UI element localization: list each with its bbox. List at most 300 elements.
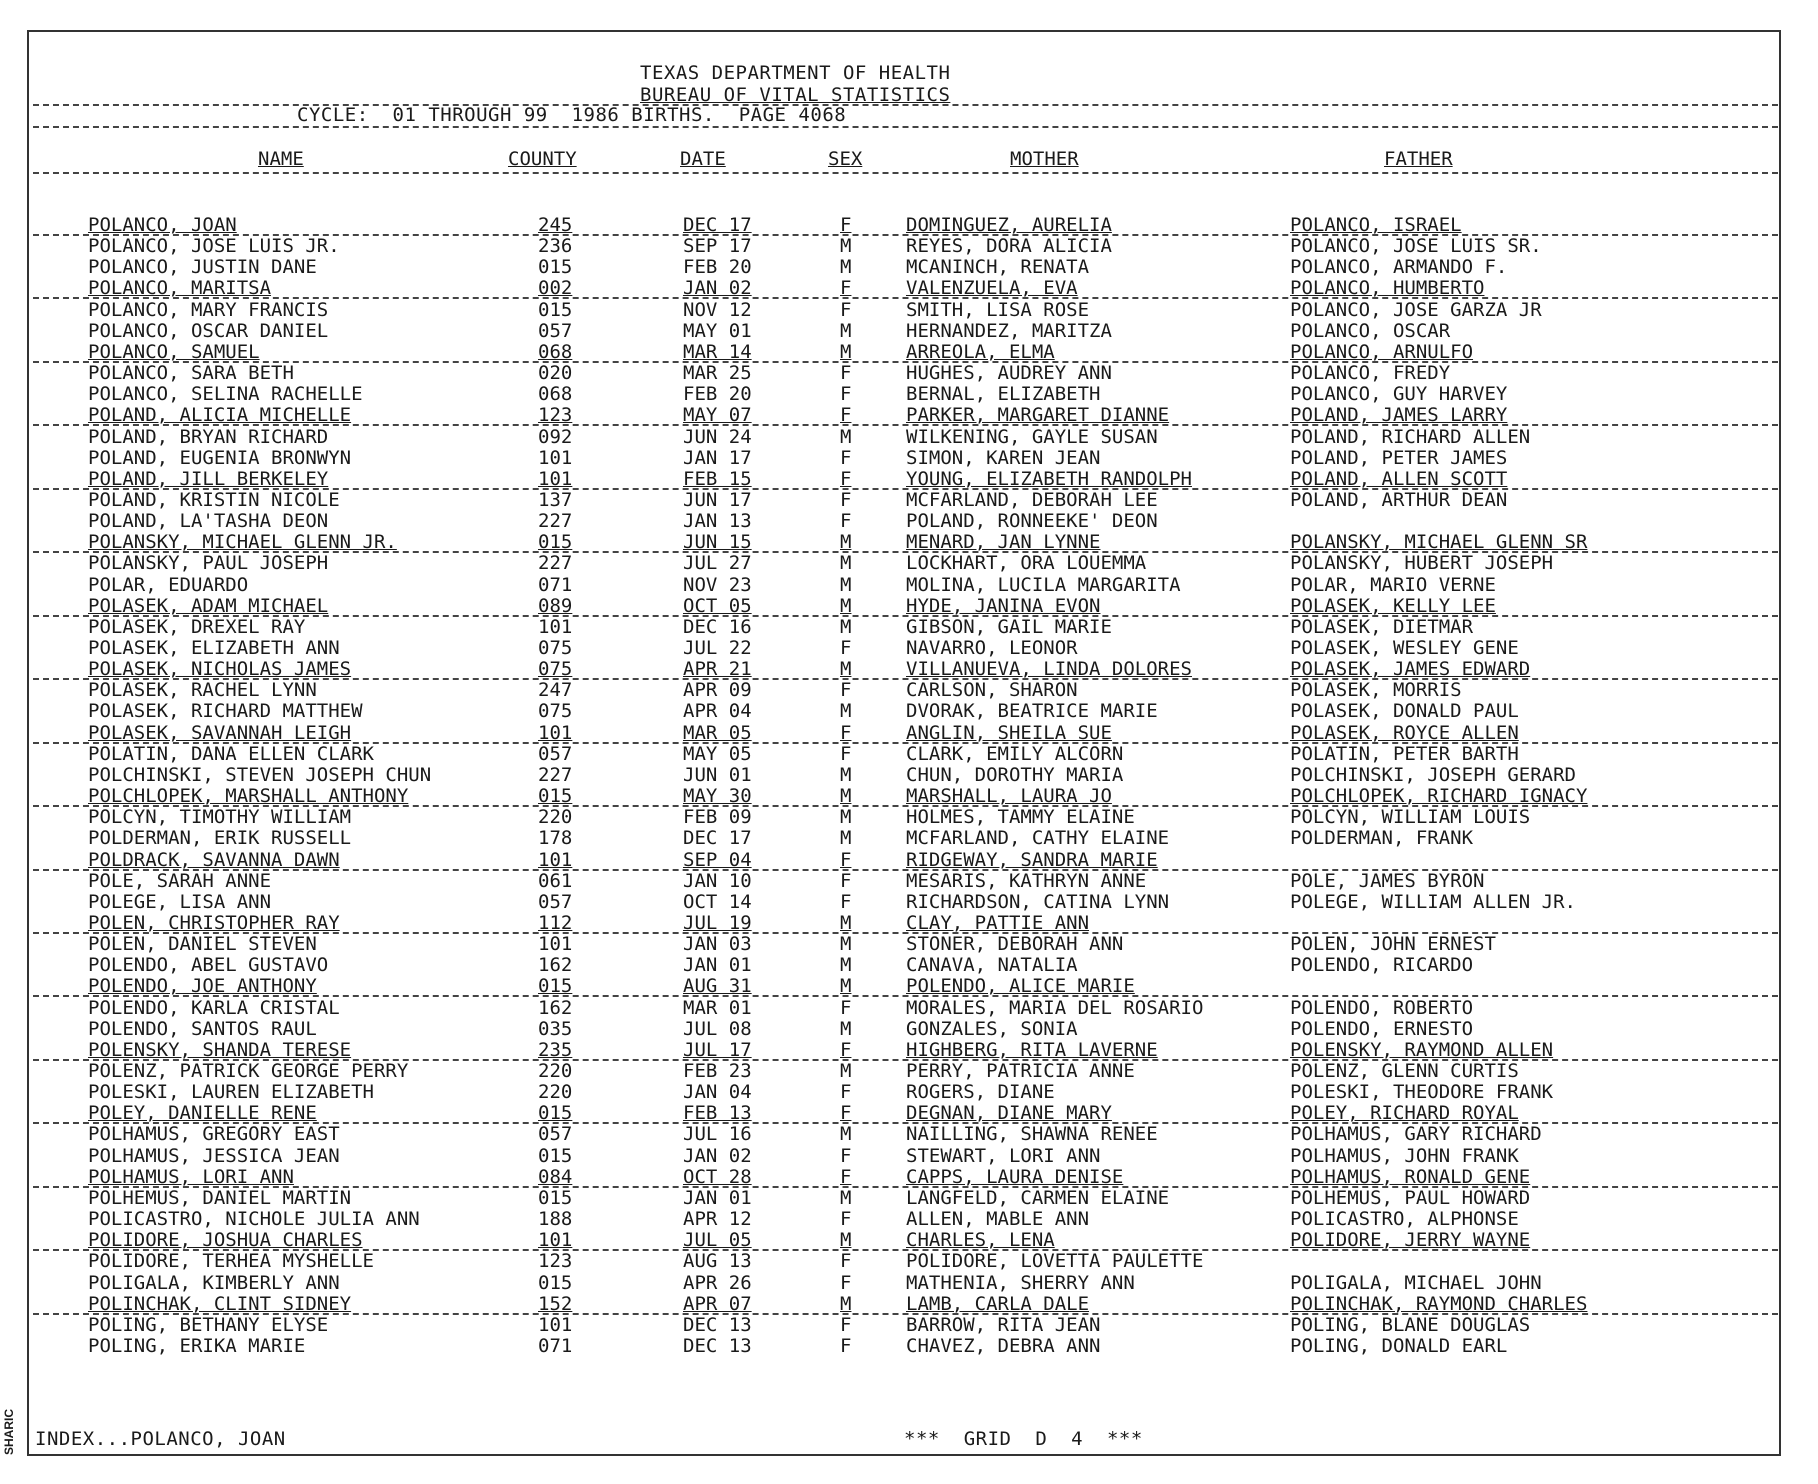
cell-mother: RIDGEWAY, SANDRA MARIE	[906, 848, 1158, 871]
cell-father: POLANCO, GUY HARVEY	[1290, 383, 1508, 406]
cell-sex: M	[840, 1292, 852, 1315]
cell-name: POLAR, EDUARDO	[88, 573, 249, 596]
cell-mother: VILLANUEVA, LINDA DOLORES	[906, 658, 1192, 681]
cell-name: POLANCO, SAMUEL	[88, 340, 260, 363]
cell-mother: PERRY, PATRICIA ANNE	[906, 1060, 1135, 1082]
table-row	[0, 321, 1818, 342]
cell-date: JAN 03	[683, 933, 752, 956]
cell-father: POLING, BLANE DOUGLAS	[1290, 1313, 1531, 1336]
cell-sex: M	[840, 1017, 852, 1040]
cell-mother: HERNANDEZ, MARITZA	[906, 319, 1112, 342]
cell-mother: RICHARDSON, CATINA LYNN	[906, 890, 1170, 913]
cell-date: SEP 04	[683, 848, 752, 871]
cell-county: 061	[538, 869, 573, 892]
cell-name: POLAND, LA'TASHA DEON	[88, 510, 329, 533]
cell-county: 101	[538, 467, 573, 490]
cell-county: 068	[538, 340, 573, 363]
cell-father: POLANSKY, MICHAEL GLENN SR	[1290, 531, 1588, 554]
col-header-mother: MOTHER	[1010, 148, 1079, 170]
cell-sex: F	[840, 1271, 852, 1294]
cell-date: JAN 02	[683, 1144, 752, 1167]
cell-father: POLENDO, ERNESTO	[1290, 1017, 1474, 1040]
cell-name: POLASEK, NICHOLAS JAMES	[88, 658, 352, 681]
cell-father: POLASEK, KELLY LEE	[1290, 594, 1496, 617]
cell-father: POLENDO, ROBERTO	[1290, 996, 1474, 1019]
cell-name: POLENDO, SANTOS RAUL	[88, 1017, 317, 1040]
cell-sex: M	[840, 235, 852, 258]
cell-mother: YOUNG, ELIZABETH RANDOLPH	[906, 467, 1192, 490]
cell-name: POLIGALA, KIMBERLY ANN	[88, 1271, 340, 1294]
cell-name: POLCYN, TIMOTHY WILLIAM	[88, 806, 352, 829]
cell-county: 002	[538, 277, 573, 300]
table-row	[0, 807, 1818, 828]
table-row	[0, 257, 1818, 278]
cell-county: 057	[538, 1123, 573, 1146]
cell-father: POLASEK, WESLEY GENE	[1290, 637, 1519, 659]
cell-sex: M	[840, 1123, 852, 1146]
cell-date: NOV 12	[683, 298, 752, 321]
table-row	[0, 469, 1818, 490]
cell-county: 015	[538, 1186, 573, 1209]
cell-father: POLENSKY, RAYMOND ALLEN	[1290, 1038, 1554, 1061]
cell-county: 057	[538, 890, 573, 913]
cell-mother: LANGFELD, CARMEN ELAINE	[906, 1186, 1170, 1209]
cell-county: 123	[538, 1250, 573, 1273]
cell-county: 101	[538, 848, 573, 871]
cell-mother: MESARIS, KATHRYN ANNE	[906, 869, 1147, 892]
cell-name: POLCHINSKI, STEVEN JOSEPH CHUN	[88, 763, 432, 786]
header-rule-1	[33, 104, 1778, 106]
cell-county: 227	[538, 552, 573, 575]
cell-county: 015	[538, 531, 573, 554]
cell-county: 162	[538, 996, 573, 1019]
cell-name: POLANCO, JOAN	[88, 214, 237, 236]
cell-mother: POLAND, RONNEEKE' DEON	[906, 510, 1158, 533]
cell-mother: ANGLIN, SHEILA SUE	[906, 721, 1112, 744]
cell-date: MAR 14	[683, 340, 752, 363]
cell-father: POLANCO, JOSE LUIS SR.	[1290, 235, 1542, 258]
cell-sex: F	[840, 848, 852, 871]
cell-sex: M	[840, 552, 852, 575]
cell-sex: F	[840, 1208, 852, 1231]
cell-date: AUG 31	[683, 975, 752, 998]
cell-name: POLAND, KRISTIN NICOLE	[88, 488, 340, 511]
cell-father: POLEGE, WILLIAM ALLEN JR.	[1290, 890, 1576, 913]
cell-mother: ROGERS, DIANE	[906, 1081, 1055, 1104]
cell-mother: MCFARLAND, DEBORAH LEE	[906, 488, 1158, 511]
cell-county: 084	[538, 1165, 573, 1188]
cell-mother: ALLEN, MABLE ANN	[906, 1208, 1090, 1231]
table-row	[0, 215, 1818, 236]
cell-name: POLANCO, MARITSA	[88, 277, 272, 300]
cell-county: 101	[538, 721, 573, 744]
cell-sex: M	[840, 785, 852, 808]
cell-sex: M	[840, 911, 852, 934]
cell-date: JAN 01	[683, 954, 752, 977]
cell-father: POLHAMUS, JOHN FRANK	[1290, 1144, 1519, 1167]
cell-father: POLAND, RICHARD ALLEN	[1290, 425, 1531, 448]
table-row	[0, 490, 1818, 511]
table-row	[0, 680, 1818, 701]
cell-mother: BERNAL, ELIZABETH	[906, 383, 1101, 406]
cell-father: POLENDO, RICARDO	[1290, 954, 1474, 977]
cell-county: 235	[538, 1038, 573, 1061]
cell-name: POLAND, ALICIA MICHELLE	[88, 404, 352, 427]
cell-father: POLASEK, JAMES EDWARD	[1290, 658, 1531, 681]
cell-county: 015	[538, 975, 573, 998]
cell-father: POLANCO, ARNULFO	[1290, 340, 1474, 363]
cell-name: POLASEK, RACHEL LYNN	[88, 679, 317, 702]
cell-father: POLATIN, PETER BARTH	[1290, 742, 1519, 765]
cell-name: POLHAMUS, GREGORY EAST	[88, 1123, 340, 1146]
cell-name: POLE, SARAH ANNE	[88, 869, 272, 892]
side-label: SHARIC	[2, 1408, 16, 1455]
cell-county: 236	[538, 235, 573, 258]
cell-father: POLEN, JOHN ERNEST	[1290, 933, 1496, 956]
cell-date: FEB 09	[683, 806, 752, 829]
cell-name: POLATIN, DANA ELLEN CLARK	[88, 742, 374, 765]
cell-date: DEC 17	[683, 214, 752, 236]
cell-father: POLENZ, GLENN CURTIS	[1290, 1060, 1519, 1082]
cell-date: MAY 07	[683, 404, 752, 427]
cell-sex: F	[840, 1334, 852, 1357]
table-row	[0, 1146, 1818, 1167]
cell-sex: F	[840, 298, 852, 321]
table-row	[0, 236, 1818, 257]
cell-date: FEB 23	[683, 1060, 752, 1082]
cell-county: 075	[538, 637, 573, 659]
cell-county: 220	[538, 1060, 573, 1082]
cell-father: POLANCO, HUMBERTO	[1290, 277, 1485, 300]
col-header-name: NAME	[258, 148, 304, 170]
cell-date: APR 07	[683, 1292, 752, 1315]
cell-county: 101	[538, 615, 573, 638]
cell-date: MAY 05	[683, 742, 752, 765]
cell-father: POLIDORE, JERRY WAYNE	[1290, 1229, 1531, 1252]
cell-county: 227	[538, 763, 573, 786]
cell-date: JUN 01	[683, 763, 752, 786]
cell-mother: POLENDO, ALICE MARIE	[906, 975, 1135, 998]
cell-father: POLANSKY, HUBERT JOSEPH	[1290, 552, 1554, 575]
table-row	[0, 575, 1818, 596]
cell-sex: F	[840, 1165, 852, 1188]
cell-mother: VALENZUELA, EVA	[906, 277, 1078, 300]
cell-date: DEC 13	[683, 1313, 752, 1336]
table-row	[0, 976, 1818, 997]
cell-sex: M	[840, 615, 852, 638]
cell-name: POLEY, DANIELLE RENE	[88, 1102, 317, 1125]
cell-sex: M	[840, 531, 852, 554]
cell-sex: M	[840, 1186, 852, 1209]
cell-name: POLIDORE, TERHEA MYSHELLE	[88, 1250, 374, 1273]
cell-date: APR 26	[683, 1271, 752, 1294]
table-row	[0, 427, 1818, 448]
table-row	[0, 913, 1818, 934]
cell-county: 227	[538, 510, 573, 533]
cell-date: JUL 05	[683, 1229, 752, 1252]
cell-father: POLHEMUS, PAUL HOWARD	[1290, 1186, 1531, 1209]
cell-county: 068	[538, 383, 573, 406]
cell-sex: M	[840, 658, 852, 681]
table-row	[0, 1336, 1818, 1357]
cell-mother: CLAY, PATTIE ANN	[906, 911, 1090, 934]
cell-sex: F	[840, 1313, 852, 1336]
cell-date: JUL 16	[683, 1123, 752, 1146]
cell-sex: F	[840, 1250, 852, 1273]
table-row	[0, 553, 1818, 574]
cell-county: 101	[538, 1313, 573, 1336]
cell-sex: F	[840, 1144, 852, 1167]
cell-county: 015	[538, 256, 573, 279]
cell-name: POLANCO, MARY FRANCIS	[88, 298, 329, 321]
cell-father: POLICASTRO, ALPHONSE	[1290, 1208, 1519, 1231]
table-row	[0, 342, 1818, 363]
cell-date: APR 09	[683, 679, 752, 702]
cell-sex: M	[840, 256, 852, 279]
cell-name: POLDERMAN, ERIK RUSSELL	[88, 827, 352, 850]
cell-county: 247	[538, 679, 573, 702]
cell-mother: MATHENIA, SHERRY ANN	[906, 1271, 1135, 1294]
cell-name: POLING, BETHANY ELYSE	[88, 1313, 329, 1336]
cell-sex: F	[840, 446, 852, 469]
cell-date: JUN 17	[683, 488, 752, 511]
cell-county: 020	[538, 362, 573, 385]
cell-date: NOV 23	[683, 573, 752, 596]
cell-county: 035	[538, 1017, 573, 1040]
cell-date: JAN 04	[683, 1081, 752, 1104]
cell-mother: REYES, DORA ALICIA	[906, 235, 1112, 258]
cell-father: POLING, DONALD EARL	[1290, 1334, 1508, 1357]
column-header-rule	[33, 172, 1778, 174]
cell-father: POLASEK, ROYCE ALLEN	[1290, 721, 1519, 744]
cell-father: POLINCHAK, RAYMOND CHARLES	[1290, 1292, 1588, 1315]
cell-mother: ARREOLA, ELMA	[906, 340, 1055, 363]
table-row	[0, 532, 1818, 553]
cell-mother: SIMON, KAREN JEAN	[906, 446, 1101, 469]
cell-father: POLIGALA, MICHAEL JOHN	[1290, 1271, 1542, 1294]
cell-date: APR 21	[683, 658, 752, 681]
cell-sex: M	[840, 1060, 852, 1082]
cell-date: JUL 19	[683, 911, 752, 934]
cell-date: SEP 17	[683, 235, 752, 258]
cell-mother: NAVARRO, LEONOR	[906, 637, 1078, 659]
cell-date: DEC 17	[683, 827, 752, 850]
cell-mother: HYDE, JANINA EVON	[906, 594, 1101, 617]
cell-sex: F	[840, 277, 852, 300]
table-row	[0, 659, 1818, 680]
cell-county: 123	[538, 404, 573, 427]
cell-county: 057	[538, 742, 573, 765]
cell-sex: M	[840, 954, 852, 977]
cell-father: POLHAMUS, GARY RICHARD	[1290, 1123, 1542, 1146]
cell-county: 101	[538, 446, 573, 469]
table-row	[0, 1188, 1818, 1209]
cell-mother: POLIDORE, LOVETTA PAULETTE	[906, 1250, 1204, 1273]
table-row	[0, 1315, 1818, 1336]
cell-date: MAY 30	[683, 785, 752, 808]
cell-county: 101	[538, 1229, 573, 1252]
cell-mother: STEWART, LORI ANN	[906, 1144, 1101, 1167]
cell-county: 220	[538, 806, 573, 829]
cell-name: POLCHLOPEK, MARSHALL ANTHONY	[88, 785, 409, 808]
cell-mother: MOLINA, LUCILA MARGARITA	[906, 573, 1181, 596]
cell-date: DEC 13	[683, 1334, 752, 1357]
cell-name: POLANCO, JUSTIN DANE	[88, 256, 317, 279]
cell-date: OCT 05	[683, 594, 752, 617]
cell-mother: SMITH, LISA ROSE	[906, 298, 1090, 321]
cell-mother: MCANINCH, RENATA	[906, 256, 1090, 279]
cell-father: POLANCO, ISRAEL	[1290, 214, 1462, 236]
cell-mother: PARKER, MARGARET DIANNE	[906, 404, 1170, 427]
cell-county: 015	[538, 1144, 573, 1167]
cell-sex: F	[840, 742, 852, 765]
cell-county: 178	[538, 827, 573, 850]
cell-county: 220	[538, 1081, 573, 1104]
cell-date: DEC 16	[683, 615, 752, 638]
cell-date: JUL 08	[683, 1017, 752, 1040]
cell-mother: CHARLES, LENA	[906, 1229, 1055, 1252]
cell-sex: M	[840, 425, 852, 448]
cell-mother: MARSHALL, LAURA JO	[906, 785, 1112, 808]
col-header-date: DATE	[680, 148, 726, 170]
cell-date: MAR 01	[683, 996, 752, 1019]
cell-name: POLHEMUS, DANIEL MARTIN	[88, 1186, 352, 1209]
cell-mother: NAILLING, SHAWNA RENEE	[906, 1123, 1158, 1146]
cell-date: JUL 17	[683, 1038, 752, 1061]
cell-sex: F	[840, 890, 852, 913]
cell-date: FEB 20	[683, 256, 752, 279]
cell-county: 075	[538, 658, 573, 681]
cell-date: OCT 14	[683, 890, 752, 913]
cell-name: POLIDORE, JOSHUA CHARLES	[88, 1229, 363, 1252]
cell-date: FEB 20	[683, 383, 752, 406]
cell-sex: M	[840, 340, 852, 363]
cell-mother: CANAVA, NATALIA	[906, 954, 1078, 977]
cell-mother: DOMINGUEZ, AURELIA	[906, 214, 1112, 236]
table-row	[0, 828, 1818, 849]
table-row	[0, 1082, 1818, 1103]
cell-date: APR 12	[683, 1208, 752, 1231]
cell-name: POLENDO, ABEL GUSTAVO	[88, 954, 329, 977]
cell-county: 057	[538, 319, 573, 342]
table-row	[0, 1251, 1818, 1272]
footer-grid: *** GRID D 4 ***	[904, 1428, 1143, 1450]
cell-sex: F	[840, 637, 852, 659]
cell-mother: WILKENING, GAYLE SUSAN	[906, 425, 1158, 448]
cell-name: POLASEK, ELIZABETH ANN	[88, 637, 340, 659]
cell-sex: M	[840, 827, 852, 850]
cell-county: 015	[538, 298, 573, 321]
header-line2: BUREAU OF VITAL STATISTICS	[640, 84, 951, 106]
table-row	[0, 1230, 1818, 1251]
table-row	[0, 871, 1818, 892]
cell-county: 075	[538, 700, 573, 723]
cell-date: JUL 27	[683, 552, 752, 575]
cell-sex: F	[840, 214, 852, 236]
cell-sex: M	[840, 763, 852, 786]
cell-mother: HOLMES, TAMMY ELAINE	[906, 806, 1135, 829]
cell-sex: F	[840, 721, 852, 744]
cell-mother: GONZALES, SONIA	[906, 1017, 1078, 1040]
cell-mother: GIBSON, GAIL MARIE	[906, 615, 1112, 638]
cell-sex: F	[840, 510, 852, 533]
cell-name: POLESKI, LAUREN ELIZABETH	[88, 1081, 374, 1104]
cell-date: JUN 24	[683, 425, 752, 448]
cell-father: POLANCO, ARMANDO F.	[1290, 256, 1508, 279]
cell-name: POLEN, DANIEL STEVEN	[88, 933, 317, 956]
cell-name: POLICASTRO, NICHOLE JULIA ANN	[88, 1208, 420, 1231]
table-row	[0, 723, 1818, 744]
cell-name: POLENDO, KARLA CRISTAL	[88, 996, 340, 1019]
cell-father: POLAR, MARIO VERNE	[1290, 573, 1496, 596]
table-row	[0, 701, 1818, 722]
table-row	[0, 998, 1818, 1019]
table-row	[0, 744, 1818, 765]
cell-father: POLE, JAMES BYRON	[1290, 869, 1485, 892]
cell-sex: F	[840, 404, 852, 427]
cell-father: POLESKI, THEODORE FRANK	[1290, 1081, 1554, 1104]
cell-date: FEB 15	[683, 467, 752, 490]
cell-sex: F	[840, 869, 852, 892]
table-row	[0, 300, 1818, 321]
cell-date: AUG 13	[683, 1250, 752, 1273]
cell-sex: F	[840, 467, 852, 490]
cell-name: POLAND, BRYAN RICHARD	[88, 425, 329, 448]
header-rule-2	[33, 126, 1778, 128]
cell-mother: LOCKHART, ORA LOUEMMA	[906, 552, 1147, 575]
table-row	[0, 955, 1818, 976]
cell-name: POLANCO, OSCAR DANIEL	[88, 319, 329, 342]
cell-mother: CAPPS, LAURA DENISE	[906, 1165, 1124, 1188]
cell-mother: HIGHBERG, RITA LAVERNE	[906, 1038, 1158, 1061]
cell-sex: M	[840, 806, 852, 829]
cell-date: MAR 05	[683, 721, 752, 744]
cell-date: MAY 01	[683, 319, 752, 342]
cell-father: POLCYN, WILLIAM LOUIS	[1290, 806, 1531, 829]
cell-name: POLANCO, JOSE LUIS JR.	[88, 235, 340, 258]
cell-mother: DVORAK, BEATRICE MARIE	[906, 700, 1158, 723]
cell-father: POLAND, ALLEN SCOTT	[1290, 467, 1508, 490]
cell-mother: CLARK, EMILY ALCORN	[906, 742, 1124, 765]
cell-date: JAN 10	[683, 869, 752, 892]
cell-sex: F	[840, 679, 852, 702]
table-row	[0, 765, 1818, 786]
table-row	[0, 934, 1818, 955]
table-row	[0, 1103, 1818, 1124]
col-header-sex: SEX	[828, 148, 863, 170]
table-row	[0, 1040, 1818, 1061]
cell-sex: F	[840, 1038, 852, 1061]
cell-date: FEB 13	[683, 1102, 752, 1125]
cell-date: JAN 13	[683, 510, 752, 533]
table-row	[0, 1019, 1818, 1040]
cell-father: POLASEK, DIETMAR	[1290, 615, 1474, 638]
cell-father: POLCHLOPEK, RICHARD IGNACY	[1290, 785, 1588, 808]
cell-name: POLASEK, SAVANNAH LEIGH	[88, 721, 352, 744]
table-row	[0, 384, 1818, 405]
cell-name: POLASEK, ADAM MICHAEL	[88, 594, 329, 617]
cycle-line: CYCLE: 01 THROUGH 99 1986 BIRTHS. PAGE 4068	[297, 104, 847, 126]
cell-father: POLASEK, MORRIS	[1290, 679, 1462, 702]
cell-sex: M	[840, 319, 852, 342]
cell-father: POLEY, RICHARD ROYAL	[1290, 1102, 1519, 1125]
cell-father: POLHAMUS, RONALD GENE	[1290, 1165, 1531, 1188]
cell-mother: MORALES, MARIA DEL ROSARIO	[906, 996, 1204, 1019]
cell-date: JAN 17	[683, 446, 752, 469]
cell-county: 071	[538, 573, 573, 596]
cell-mother: MENARD, JAN LYNNE	[906, 531, 1101, 554]
cell-name: POLENZ, PATRICK GEORGE PERRY	[88, 1060, 409, 1082]
